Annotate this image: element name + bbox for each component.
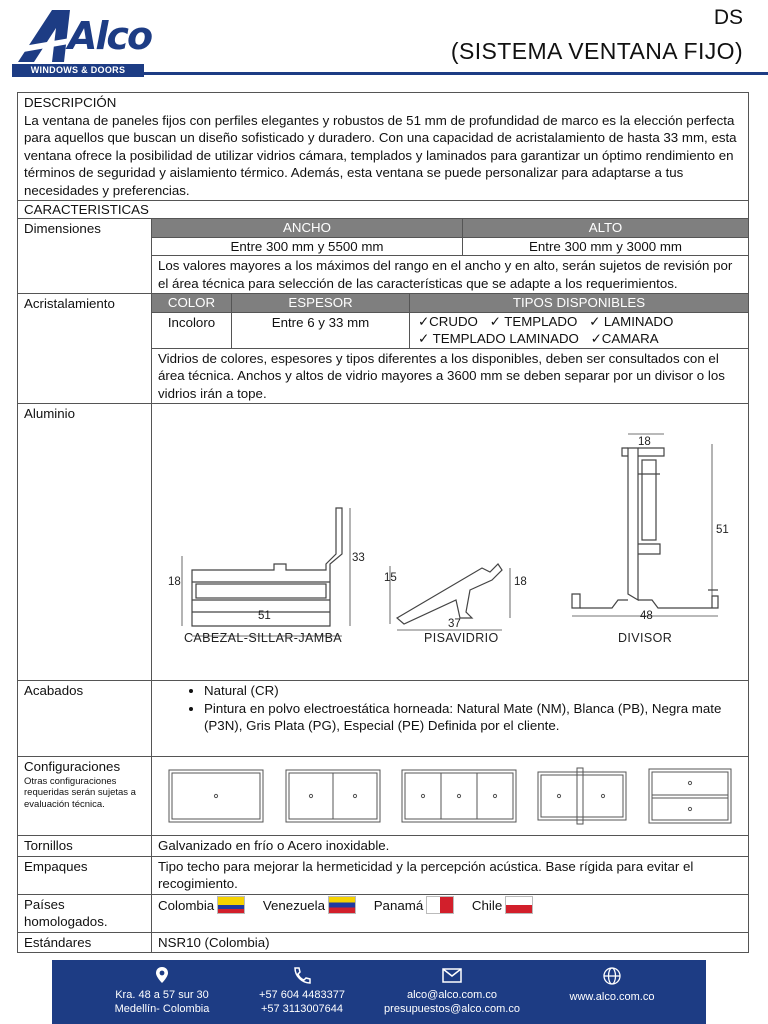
address-line-2: Medellín- Colombia: [114, 1003, 210, 1015]
height-header: ALTO: [463, 219, 748, 237]
dim-label: 48: [640, 610, 653, 622]
chile-flag-icon: [505, 896, 533, 914]
country-venezuela: Venezuela: [262, 897, 325, 913]
colombia-flag-icon: [217, 896, 245, 914]
logo-tagline: WINDOWS & DOORS: [12, 64, 144, 77]
screws-value: Galvanizado en frío o Acero inoxidable.: [158, 838, 390, 853]
types-header: TIPOS DISPONIBLES: [410, 294, 748, 312]
phone-2[interactable]: +57 3113007644: [260, 1003, 344, 1015]
glazing-row: [18, 294, 748, 404]
phone-icon: [292, 966, 312, 984]
screws-label: Tornillos: [18, 836, 152, 856]
dim-label: 51: [716, 524, 729, 536]
color-value: Incoloro: [152, 313, 232, 348]
email-1[interactable]: alco@alco.com.co: [406, 989, 498, 1001]
dimensions-row: [18, 219, 748, 294]
color-header: COLOR: [152, 294, 232, 312]
width-header: ANCHO: [152, 219, 463, 237]
gaskets-row: [18, 857, 748, 895]
dim-label: 51: [258, 610, 271, 622]
divisor-profile: [628, 448, 638, 600]
website-link[interactable]: www.alco.com.co: [569, 991, 655, 1003]
finishes-list: [152, 681, 748, 756]
dim-label: 18: [638, 436, 651, 448]
config-stacked-icon: [648, 768, 732, 824]
phone-1[interactable]: +57 604 4483377: [259, 989, 345, 1001]
profile-caption: DIVISOR: [618, 631, 673, 645]
screws-row: [18, 836, 748, 857]
dim-label: 15: [384, 572, 397, 584]
characteristics-heading: CARACTERISTICAS: [24, 202, 149, 217]
panama-flag-icon: [426, 896, 454, 914]
dimensions-label: Dimensiones: [18, 219, 152, 293]
description-heading: DESCRIPCIÓN: [24, 95, 117, 110]
country-colombia: Colombia: [158, 897, 215, 913]
config-single-icon: [168, 769, 264, 823]
logo-word: Alco: [68, 14, 152, 58]
aluminum-label: Aluminio: [18, 404, 152, 680]
aluminum-row: [18, 404, 748, 681]
finish-item: • Natural (CR): [204, 682, 742, 700]
document-code: DS: [713, 6, 743, 29]
config-double-icon: [285, 769, 381, 823]
header-divider: [144, 72, 768, 75]
glass-type-item: ✓ LAMINADO: [589, 313, 674, 329]
page-title: (SISTEMA VENTANA FIJO): [450, 38, 743, 64]
dim-label: 18: [514, 576, 527, 588]
gaskets-value: Tipo techo para mejorar la hermeticidad y la percepción acústica. Base rígida para evitar el recogimiento.: [158, 858, 694, 891]
address-line-1: Kra. 48 a 57 sur 30: [115, 989, 209, 1001]
glazing-label: Acristalamiento: [18, 294, 152, 403]
finishes-label: Acabados: [18, 681, 152, 756]
globe-icon: [602, 966, 622, 986]
glazing-note: Vidrios de colores, espesores y tipos diferentes a los disponibles, deben ser consultados con el área técnica. Anchos y altos de vidrio mayores a 3600 mm se deben separar por un divisor o los vidrios irán a tope.: [158, 350, 725, 401]
page-header: [0, 0, 768, 80]
profile-caption: CABEZAL-SILLAR-JAMBA: [184, 631, 343, 645]
footer-web: [552, 966, 672, 1004]
dimensions-note: Los valores mayores a los máximos del rango en el ancho y en alto, serán sujetos de revisión por el área técnica para selección de las características que se adapte a los requerimientos.: [158, 258, 733, 291]
pisavidrio-profile: [397, 564, 502, 624]
height-value: Entre 300 mm y 3000 mm: [529, 238, 682, 254]
config-divisor-icon: [537, 767, 627, 825]
glass-type-item: ✓ TEMPLADO: [489, 313, 578, 329]
configurations-note: Otras configuraciones requeridas serán sujetas a evaluación técnica.: [24, 775, 136, 810]
configurations-label: Configuraciones: [24, 759, 121, 774]
glass-types-list: [410, 313, 748, 348]
thickness-header: ESPESOR: [232, 294, 410, 312]
configurations-label-cell: [18, 757, 152, 835]
standards-value: NSR10 (Colombia): [158, 934, 270, 950]
description-section: [18, 93, 748, 201]
location-pin-icon: [155, 966, 169, 984]
footer-emails: [372, 966, 532, 1016]
venezuela-flag-icon: [328, 896, 356, 914]
page-footer: [52, 960, 706, 1024]
dim-label: 33: [352, 552, 365, 564]
configurations-row: [18, 757, 748, 836]
gaskets-label: Empaques: [18, 857, 152, 894]
countries-list: [152, 895, 748, 932]
dim-label: 18: [168, 576, 181, 588]
glass-type-item: ✓CAMARA: [590, 331, 659, 346]
configuration-diagrams: [152, 757, 748, 835]
aluminum-profiles: [152, 404, 748, 680]
characteristics-heading-row: [18, 201, 748, 219]
finish-item: • Pintura en polvo electroestática horneada: Natural Mate (NM), Blanca (PB), Negra mate (P3N), Gris Plata (PG), Especial (PE) Definida por el cliente.: [204, 700, 742, 735]
profile-caption: PISAVIDRIO: [424, 631, 499, 645]
description-text: La ventana de paneles fijos con perfiles elegantes y robustos de 51 mm de profundidad de marco es la elección perfecta para aquellos que buscan un diseño sofisticado y duradero. Con una capacidad de acristalamiento de hasta 33 mm, esta ventana ofrece la posibilidad de utilizar vidrios cámara, templados y laminados para garantizar un óptimo rendimiento en términos de seguridad y aislamiento térmico. Además, esta ventana se puede personalizar para adaptarse a tus necesidades y preferencias.: [24, 112, 737, 198]
countries-row: [18, 895, 748, 933]
email-2[interactable]: presupuestos@alco.com.co: [384, 1003, 520, 1015]
thickness-value: Entre 6 y 33 mm: [232, 313, 410, 348]
width-value: Entre 300 mm y 5500 mm: [152, 238, 463, 256]
country-panama: Panamá: [373, 897, 424, 913]
alco-logo: [12, 8, 152, 78]
finishes-row: [18, 681, 748, 757]
glass-type-item: ✓CRUDO: [418, 313, 478, 329]
glass-type-item: ✓ TEMPLADO LAMINADO: [418, 331, 579, 346]
footer-phones: [242, 966, 362, 1016]
countries-label: Países homologados.: [18, 895, 152, 932]
spec-table: [17, 92, 749, 953]
standards-row: [18, 933, 748, 953]
standards-label: Estándares: [18, 933, 152, 953]
footer-address: [92, 966, 232, 1016]
email-icon: [441, 966, 463, 984]
country-chile: Chile: [471, 897, 503, 913]
config-triple-icon: [401, 769, 517, 823]
dim-label: 37: [448, 618, 461, 630]
